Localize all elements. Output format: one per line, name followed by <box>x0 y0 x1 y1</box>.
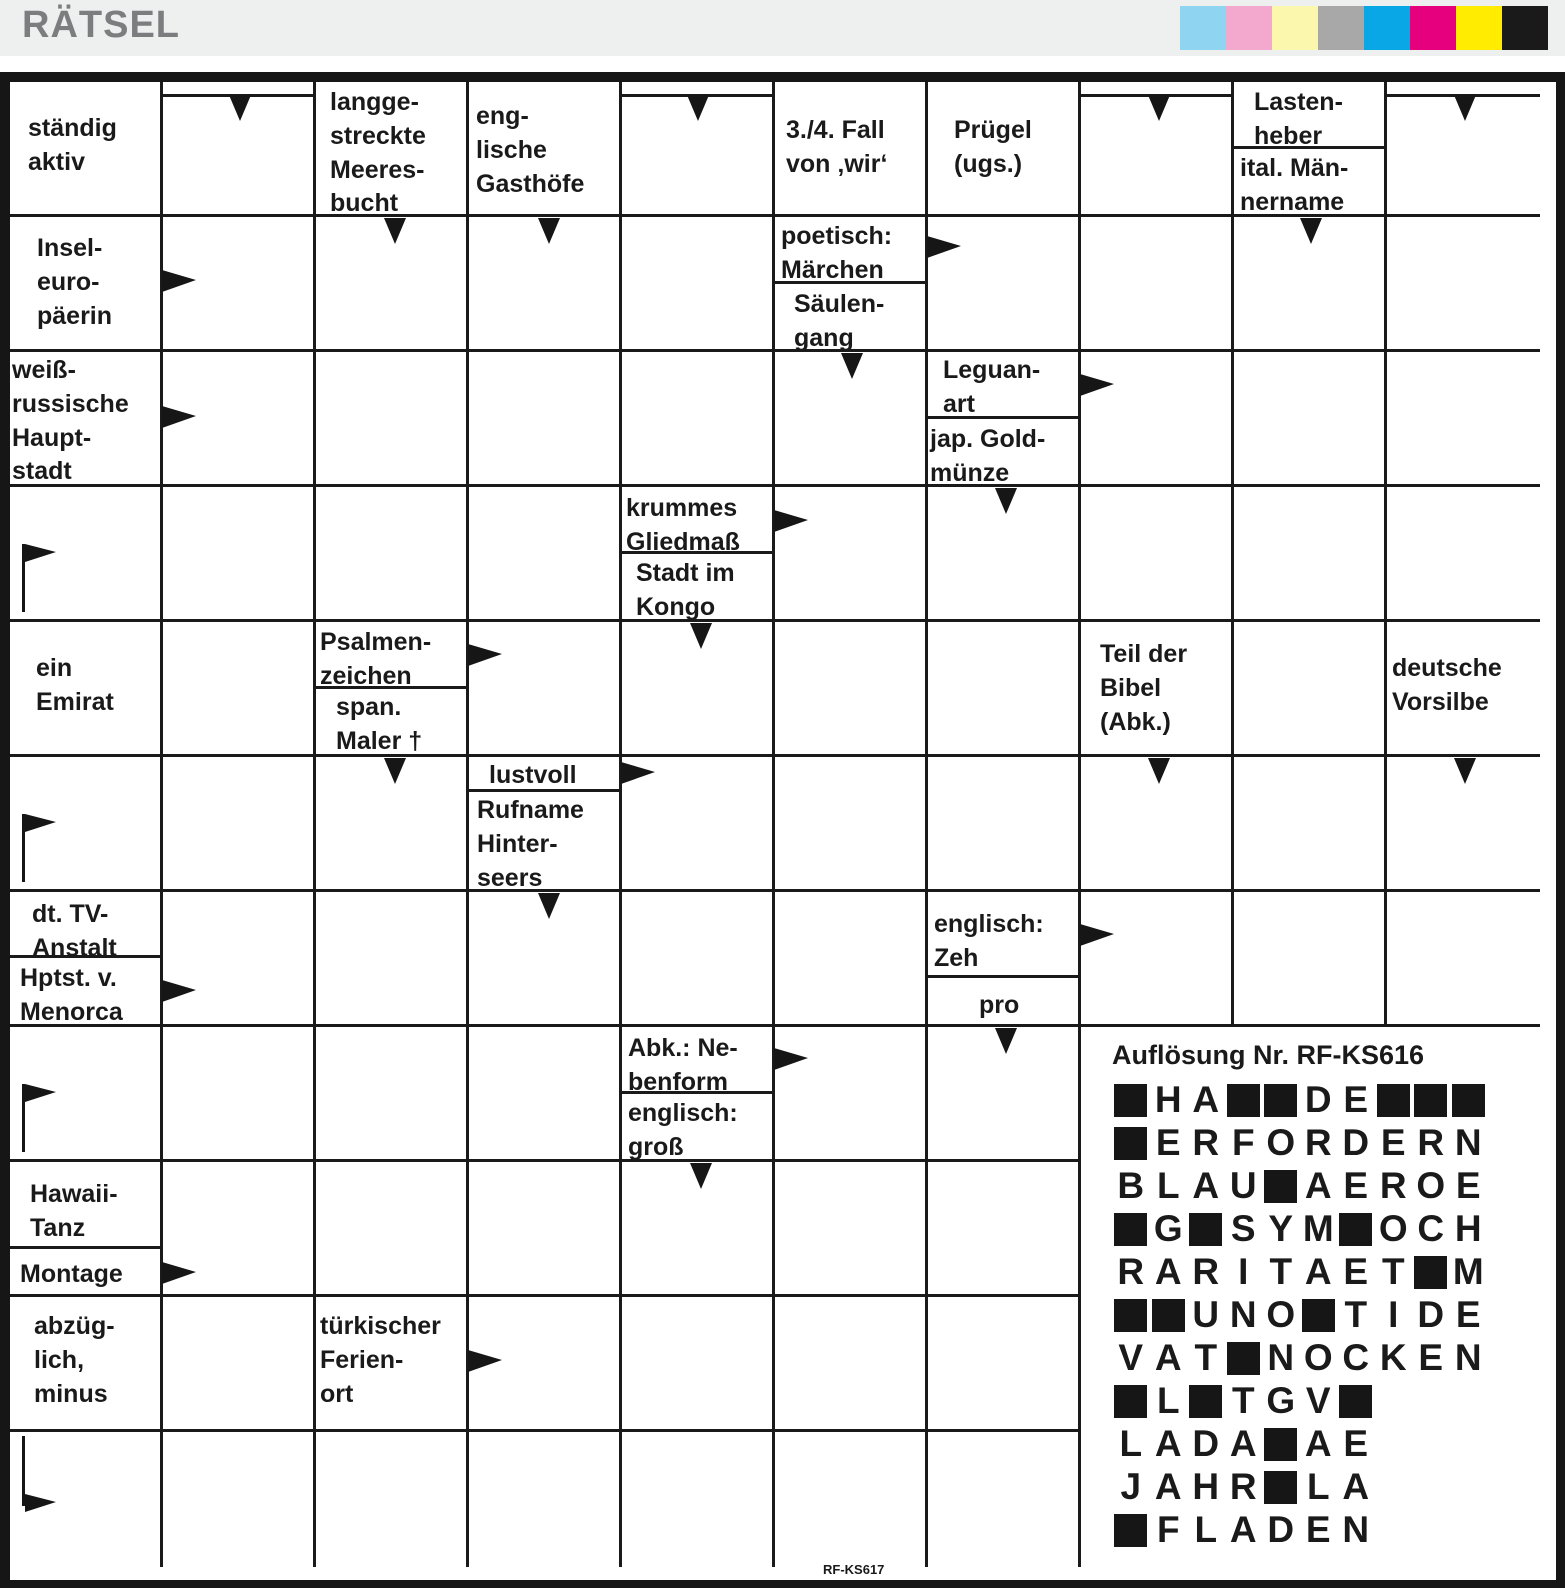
arrow-down-icon <box>1454 758 1476 784</box>
grid-line <box>313 82 316 1567</box>
solution-letter: R <box>1117 1251 1145 1292</box>
grid-line <box>1231 82 1234 1027</box>
grid-line <box>1384 82 1387 1027</box>
arrow-down-icon <box>229 95 251 121</box>
solution-letter: Y <box>1268 1208 1294 1249</box>
solution-black-cell <box>1337 1209 1375 1249</box>
grid-line <box>160 82 163 1567</box>
color-swatch <box>1364 6 1410 50</box>
solution-letter: G <box>1153 1208 1183 1249</box>
solution-letter: O <box>1378 1208 1408 1249</box>
solution-letter: T <box>1269 1251 1293 1292</box>
solution-black-cell <box>1225 1338 1263 1378</box>
grid-line <box>10 619 1540 622</box>
arrow-right-icon <box>162 270 196 292</box>
clue-text: 3./4. Fall von ‚wir‘ <box>786 116 888 178</box>
solution-letter: T <box>1381 1251 1405 1292</box>
arrow-right-icon <box>162 406 196 428</box>
solution-letter: A <box>1154 1337 1182 1378</box>
arrow-down-icon <box>1454 95 1476 121</box>
solution-black-cell <box>1412 1080 1450 1120</box>
solution-letter: V <box>1118 1337 1144 1378</box>
solution-letter: R <box>1417 1122 1445 1163</box>
solution-letter: R <box>1229 1466 1257 1507</box>
arrow-down-icon <box>841 353 863 379</box>
solution-letter: O <box>1266 1294 1296 1335</box>
solution-letter <box>1375 1424 1413 1464</box>
grid-line <box>925 82 928 1567</box>
arrow-down-icon <box>1148 95 1170 121</box>
solution-letter: F <box>1156 1509 1180 1550</box>
solution-letter <box>1412 1467 1450 1507</box>
color-swatch <box>1410 6 1456 50</box>
solution-letter: E <box>1155 1122 1181 1163</box>
clue-text: weiß- russische Haupt- stadt <box>12 356 129 486</box>
solution-letter: D <box>1417 1294 1445 1335</box>
solution-letter: A <box>1154 1251 1182 1292</box>
color-swatch <box>1502 6 1548 50</box>
solution-letter: A <box>1342 1466 1370 1507</box>
solution-letter: E <box>1418 1337 1444 1378</box>
solution-title: Auflösung Nr. RF-KS616 <box>1112 1040 1425 1070</box>
solution-letter <box>1487 1338 1525 1378</box>
solution-letter: T <box>1231 1380 1255 1421</box>
solution-letter: I <box>1238 1251 1249 1292</box>
solution-letter: D <box>1304 1079 1332 1120</box>
grid-line <box>1078 82 1081 1567</box>
clue-text: Montage <box>20 1260 123 1288</box>
solution-letter: N <box>1454 1337 1482 1378</box>
clue-text: Hptst. v. Menorca <box>20 964 123 1026</box>
solution-row <box>1112 1166 1525 1206</box>
solution-letter <box>1487 1080 1525 1120</box>
solution-letter: B <box>1117 1165 1145 1206</box>
solution-letter <box>1412 1510 1450 1550</box>
solution-black-cell <box>1262 1080 1300 1120</box>
solution-panel <box>1112 1040 1542 1560</box>
clue-text: Prügel (ugs.) <box>954 116 1032 178</box>
clue-text: krummes Gliedmaß <box>626 494 740 556</box>
header-bar <box>0 0 1565 56</box>
solution-letter: E <box>1343 1423 1369 1464</box>
solution-letter: R <box>1379 1165 1407 1206</box>
arrow-down-icon <box>690 1163 712 1189</box>
solution-letter <box>1450 1510 1488 1550</box>
solution-letter: L <box>1119 1423 1143 1464</box>
solution-black-cell <box>1112 1381 1150 1421</box>
solution-row <box>1112 1424 1525 1464</box>
clue-text: langge- streckte Meeres- bucht <box>330 88 426 218</box>
grid-line <box>772 82 775 1567</box>
solution-letter: A <box>1192 1079 1220 1120</box>
solution-letter: O <box>1266 1122 1296 1163</box>
arrow-right-icon <box>1080 924 1114 946</box>
clue-text: Psalmen- zeichen <box>320 628 432 690</box>
solution-letter: E <box>1305 1509 1331 1550</box>
arrow-right-icon <box>468 644 502 666</box>
arrow-down-icon <box>1300 218 1322 244</box>
solution-black-cell <box>1225 1080 1263 1120</box>
clue-text: lustvoll <box>489 761 577 789</box>
solution-letter <box>1450 1467 1488 1507</box>
clue-text: Leguan- art <box>943 356 1041 418</box>
solution-letter: T <box>1194 1337 1218 1378</box>
corner-arrow-icon <box>22 1076 56 1152</box>
solution-letter: M <box>1452 1251 1484 1292</box>
arrow-down-icon <box>1148 758 1170 784</box>
solution-row <box>1112 1467 1525 1507</box>
solution-black-cell <box>1375 1080 1413 1120</box>
solution-letter: R <box>1304 1122 1332 1163</box>
solution-letter: E <box>1455 1294 1481 1335</box>
solution-black-cell <box>1450 1080 1488 1120</box>
clue-text: Insel- euro- päerin <box>37 234 113 330</box>
solution-letter <box>1487 1510 1525 1550</box>
solution-letter <box>1487 1467 1525 1507</box>
arrow-down-icon <box>538 218 560 244</box>
solution-letter: M <box>1302 1208 1334 1249</box>
solution-letter: F <box>1231 1122 1255 1163</box>
solution-letter <box>1412 1424 1450 1464</box>
clue-text: englisch: groß <box>628 1099 738 1161</box>
arrow-right-icon <box>774 510 808 532</box>
solution-letter <box>1412 1381 1450 1421</box>
solution-letter: O <box>1303 1337 1333 1378</box>
solution-letter: U <box>1229 1165 1257 1206</box>
solution-row <box>1112 1123 1525 1163</box>
arrow-right-icon <box>621 762 655 784</box>
solution-letter: D <box>1267 1509 1295 1550</box>
clue-text: Teil der Bibel (Abk.) <box>1100 640 1188 736</box>
solution-black-cell <box>1337 1381 1375 1421</box>
solution-row <box>1112 1295 1525 1335</box>
solution-row <box>1112 1080 1525 1120</box>
solution-letter: L <box>1156 1165 1180 1206</box>
solution-letter <box>1450 1381 1488 1421</box>
corner-arrow-icon <box>22 1436 56 1512</box>
solution-black-cell <box>1112 1209 1150 1249</box>
solution-letter: A <box>1154 1466 1182 1507</box>
solution-letter: A <box>1304 1423 1332 1464</box>
solution-letter: S <box>1230 1208 1256 1249</box>
solution-letter <box>1375 1467 1413 1507</box>
clue-text: abzüg- lich, minus <box>34 1312 115 1408</box>
arrow-right-icon <box>1080 374 1114 396</box>
clue-text: Stadt im Kongo <box>636 559 735 621</box>
grid-line <box>10 1294 1081 1297</box>
solution-letter: N <box>1267 1337 1295 1378</box>
arrow-down-icon <box>538 893 560 919</box>
solution-letter: I <box>1388 1294 1399 1335</box>
solution-black-cell <box>1150 1295 1188 1335</box>
arrow-right-icon <box>468 1350 502 1372</box>
solution-letter: E <box>1343 1079 1369 1120</box>
arrow-right-icon <box>774 1048 808 1070</box>
solution-letter: K <box>1379 1337 1407 1378</box>
solution-letter: C <box>1417 1208 1445 1249</box>
solution-letter <box>1450 1424 1488 1464</box>
clue-text: ein Emirat <box>36 654 114 716</box>
clue-text: Rufname Hinter- seers <box>477 796 584 892</box>
solution-letter: H <box>1154 1079 1182 1120</box>
clue-text: eng- lische Gasthöfe <box>476 102 585 198</box>
clue-text: ständig aktiv <box>28 114 117 176</box>
arrow-down-icon <box>687 95 709 121</box>
clue-text: deutsche Vorsilbe <box>1392 654 1502 716</box>
solution-letter: C <box>1342 1337 1370 1378</box>
solution-black-cell <box>1112 1510 1150 1550</box>
grid-line <box>10 754 1540 757</box>
solution-letter: E <box>1343 1251 1369 1292</box>
solution-letter: L <box>1156 1380 1180 1421</box>
corner-arrow-icon <box>22 806 56 882</box>
arrow-right-icon <box>162 980 196 1002</box>
solution-black-cell <box>1412 1252 1450 1292</box>
solution-letter: D <box>1192 1423 1220 1464</box>
solution-letter <box>1487 1424 1525 1464</box>
clue-text: englisch: Zeh <box>934 910 1044 972</box>
solution-letter <box>1487 1166 1525 1206</box>
color-calibration-bar <box>1180 6 1548 50</box>
arrow-down-icon <box>690 623 712 649</box>
solution-letter: U <box>1192 1294 1220 1335</box>
arrow-right-icon <box>927 236 961 258</box>
solution-letter <box>1487 1381 1525 1421</box>
solution-letter <box>1487 1123 1525 1163</box>
solution-black-cell <box>1262 1467 1300 1507</box>
solution-letter: A <box>1304 1251 1332 1292</box>
grid-line <box>10 1159 1081 1162</box>
arrow-down-icon <box>384 218 406 244</box>
solution-letter: N <box>1342 1509 1370 1550</box>
color-swatch <box>1456 6 1502 50</box>
solution-letter: N <box>1454 1122 1482 1163</box>
solution-letter: D <box>1342 1122 1370 1163</box>
clue-text: Säulen- gang <box>794 290 885 352</box>
solution-letter: G <box>1266 1380 1296 1421</box>
solution-letter <box>1375 1510 1413 1550</box>
solution-letter: A <box>1154 1423 1182 1464</box>
arrow-down-icon <box>384 758 406 784</box>
solution-black-cell <box>1262 1424 1300 1464</box>
solution-letter: A <box>1229 1509 1257 1550</box>
clue-text: Lasten- heber <box>1254 88 1343 150</box>
solution-black-cell <box>1187 1209 1225 1249</box>
solution-letter: A <box>1304 1165 1332 1206</box>
grid-line <box>466 82 469 1567</box>
color-swatch <box>1272 6 1318 50</box>
solution-letter: E <box>1380 1122 1406 1163</box>
corner-arrow-icon <box>22 536 56 612</box>
puzzle-title: RÄTSEL <box>22 4 180 46</box>
solution-letter: E <box>1455 1165 1481 1206</box>
solution-letter: A <box>1192 1165 1220 1206</box>
solution-letter: J <box>1120 1466 1142 1507</box>
solution-row <box>1112 1252 1525 1292</box>
clue-text: türkischer Ferien- ort <box>320 1312 441 1408</box>
arrow-down-icon <box>995 488 1017 514</box>
clue-text: ital. Män- nername <box>1240 154 1349 216</box>
clue-text: poetisch: Märchen <box>781 222 893 284</box>
solution-row <box>1112 1338 1525 1378</box>
color-swatch <box>1226 6 1272 50</box>
solution-row <box>1112 1209 1525 1249</box>
color-swatch <box>1180 6 1226 50</box>
solution-row <box>1112 1510 1525 1550</box>
puzzle-code: RF-KS617 <box>823 1562 885 1577</box>
clue-text: Hawaii- Tanz <box>30 1180 118 1242</box>
clue-text: pro <box>979 991 1020 1019</box>
grid-line <box>10 349 1540 352</box>
solution-letter: N <box>1229 1294 1257 1335</box>
clue-divider <box>10 1246 163 1249</box>
grid-line <box>10 889 1540 892</box>
solution-black-cell <box>1262 1166 1300 1206</box>
solution-letter <box>1487 1209 1525 1249</box>
solution-black-cell <box>1112 1295 1150 1335</box>
solution-black-cell <box>1187 1381 1225 1421</box>
clue-text: jap. Gold- münze <box>930 425 1046 487</box>
solution-letter: T <box>1344 1294 1368 1335</box>
solution-row <box>1112 1381 1525 1421</box>
solution-letter: E <box>1343 1165 1369 1206</box>
clue-text: dt. TV- Anstalt <box>32 900 117 962</box>
grid-line <box>619 82 622 1567</box>
solution-letter: V <box>1305 1380 1331 1421</box>
solution-letter: H <box>1454 1208 1482 1249</box>
arrow-down-icon <box>995 1028 1017 1054</box>
solution-letter: R <box>1192 1122 1220 1163</box>
solution-letter: H <box>1192 1466 1220 1507</box>
color-swatch <box>1318 6 1364 50</box>
arrow-right-icon <box>162 1262 196 1284</box>
solution-letter <box>1487 1252 1525 1292</box>
clue-text: span. Maler † <box>336 693 423 755</box>
solution-black-cell <box>1300 1295 1338 1335</box>
grid-line <box>1079 1024 1540 1027</box>
solution-letter: R <box>1192 1251 1220 1292</box>
solution-letter <box>1487 1295 1525 1335</box>
solution-letter: A <box>1229 1423 1257 1464</box>
grid-line <box>10 1429 1081 1432</box>
solution-black-cell <box>1112 1123 1150 1163</box>
solution-letter: L <box>1194 1509 1218 1550</box>
grid-line <box>10 484 1540 487</box>
solution-letter: O <box>1416 1165 1446 1206</box>
solution-black-cell <box>1112 1080 1150 1120</box>
solution-letter <box>1375 1381 1413 1421</box>
solution-letter: L <box>1306 1466 1330 1507</box>
clue-text: Abk.: Ne- benform <box>628 1034 738 1096</box>
